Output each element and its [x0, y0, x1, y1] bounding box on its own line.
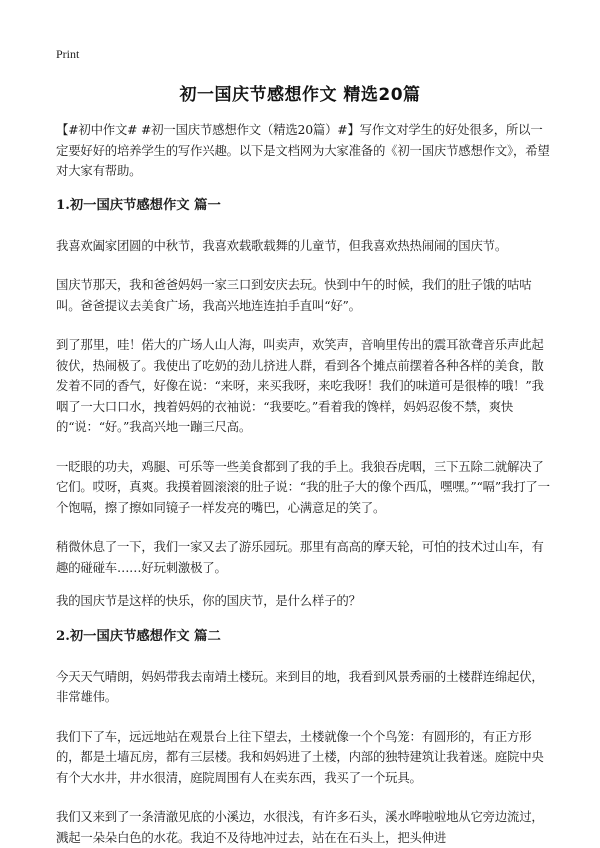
section-2-heading: 2.初一国庆节感想作文 篇二 — [56, 628, 221, 644]
section-1-paragraph-1: 我喜欢阖家团圆的中秋节，我喜欢载歌载舞的儿童节，但我喜欢热热闹闹的国庆节。 — [56, 237, 508, 253]
section-1-paragraph-5: 稍微休息了一下，我们一家又去了游乐园玩。那里有高高的摩天轮，可怕的技术过山车，有趣的碰碰车……好玩刺激极了。 — [56, 539, 544, 575]
section-1-paragraph-6: 我的国庆节是这样的快乐，你的国庆节，是什么样子的？ — [56, 593, 361, 608]
section-1-paragraph-3: 到了那里，哇！偌大的广场人山人海，叫卖声，欢笑声，音响里传出的震耳欲聋音乐声此起彼伏，热闹极了。我使出了吃奶的劲儿挤进人群，看到各个摊点前摆着各种各样的美食，散发着不同的香气，好像在说：“来呀，来买我呀，来吃我呀！我们的味道可是很棒的哦！”我咽了一大口口水，拽着妈妈的衣袖说：“我要吃。”看着我的馋样，妈妈忍俊不禁，爽快的“说：“好。”我高兴地一蹦三尺高。 — [56, 337, 544, 434]
section-2-paragraph-1: 今天天气晴朗，妈妈带我去南靖土楼玩。来到目的地，我看到风景秀丽的土楼群连绵起伏，非常雄伟。 — [56, 668, 544, 704]
section-1-paragraph-2: 国庆节那天，我和爸爸妈妈一家三口到安庆去玩。快到中午的时候，我们的肚子饿的咕咕叫。爸爸提议去美食广场，我高兴地连连拍手直叫“好”。 — [56, 277, 532, 313]
print-link[interactable]: Print — [56, 47, 80, 61]
page-title: 初一国庆节感想作文 精选20篇 — [179, 85, 421, 105]
section-2-paragraph-2: 我们下了车，远远地站在观景台上往下望去，土楼就像一个个鸟笼：有圆形的，有正方形的，都是土墙瓦房，都有三层楼。我和妈妈进了土楼，内部的独特建筑让我着迷。庭院中央有个大水井，井水很清，庭院周围有人在卖东西，我买了一个玩具。 — [56, 728, 544, 785]
section-1-paragraph-4: 一眨眼的功夫，鸡腿、可乐等一些美食都到了我的手上。我狼吞虎咽，三下五除二就解决了它们。哎呀，真爽。我摸着圆滚滚的肚子说：“我的肚子大的像个西瓜，嘿嘿。”“嗝”我打了一个饱嗝，擦了擦如同镜子一样发亮的嘴巴，心满意足的笑了。 — [56, 458, 550, 515]
section-2-paragraph-3: 我们又来到了一条清澈见底的小溪边，水很浅，有许多石头，溪水哗啦啦地从它旁边流过，溅起一朵朵白色的水花。我迫不及待地冲过去，站在在石头上，把头伸进 — [56, 809, 544, 845]
article-body — [56, 120, 550, 848]
section-1-heading: 1.初一国庆节感想作文 篇一 — [56, 197, 221, 213]
intro-paragraph: 【#初中作文# #初一国庆节感想作文（精选20篇）#】写作文对学生的好处很多，所以一定要好好的培养学生的写作兴趣。以下是文档网为大家准备的《初一国庆节感想作文》，希望对大家有帮助。 — [56, 122, 550, 178]
